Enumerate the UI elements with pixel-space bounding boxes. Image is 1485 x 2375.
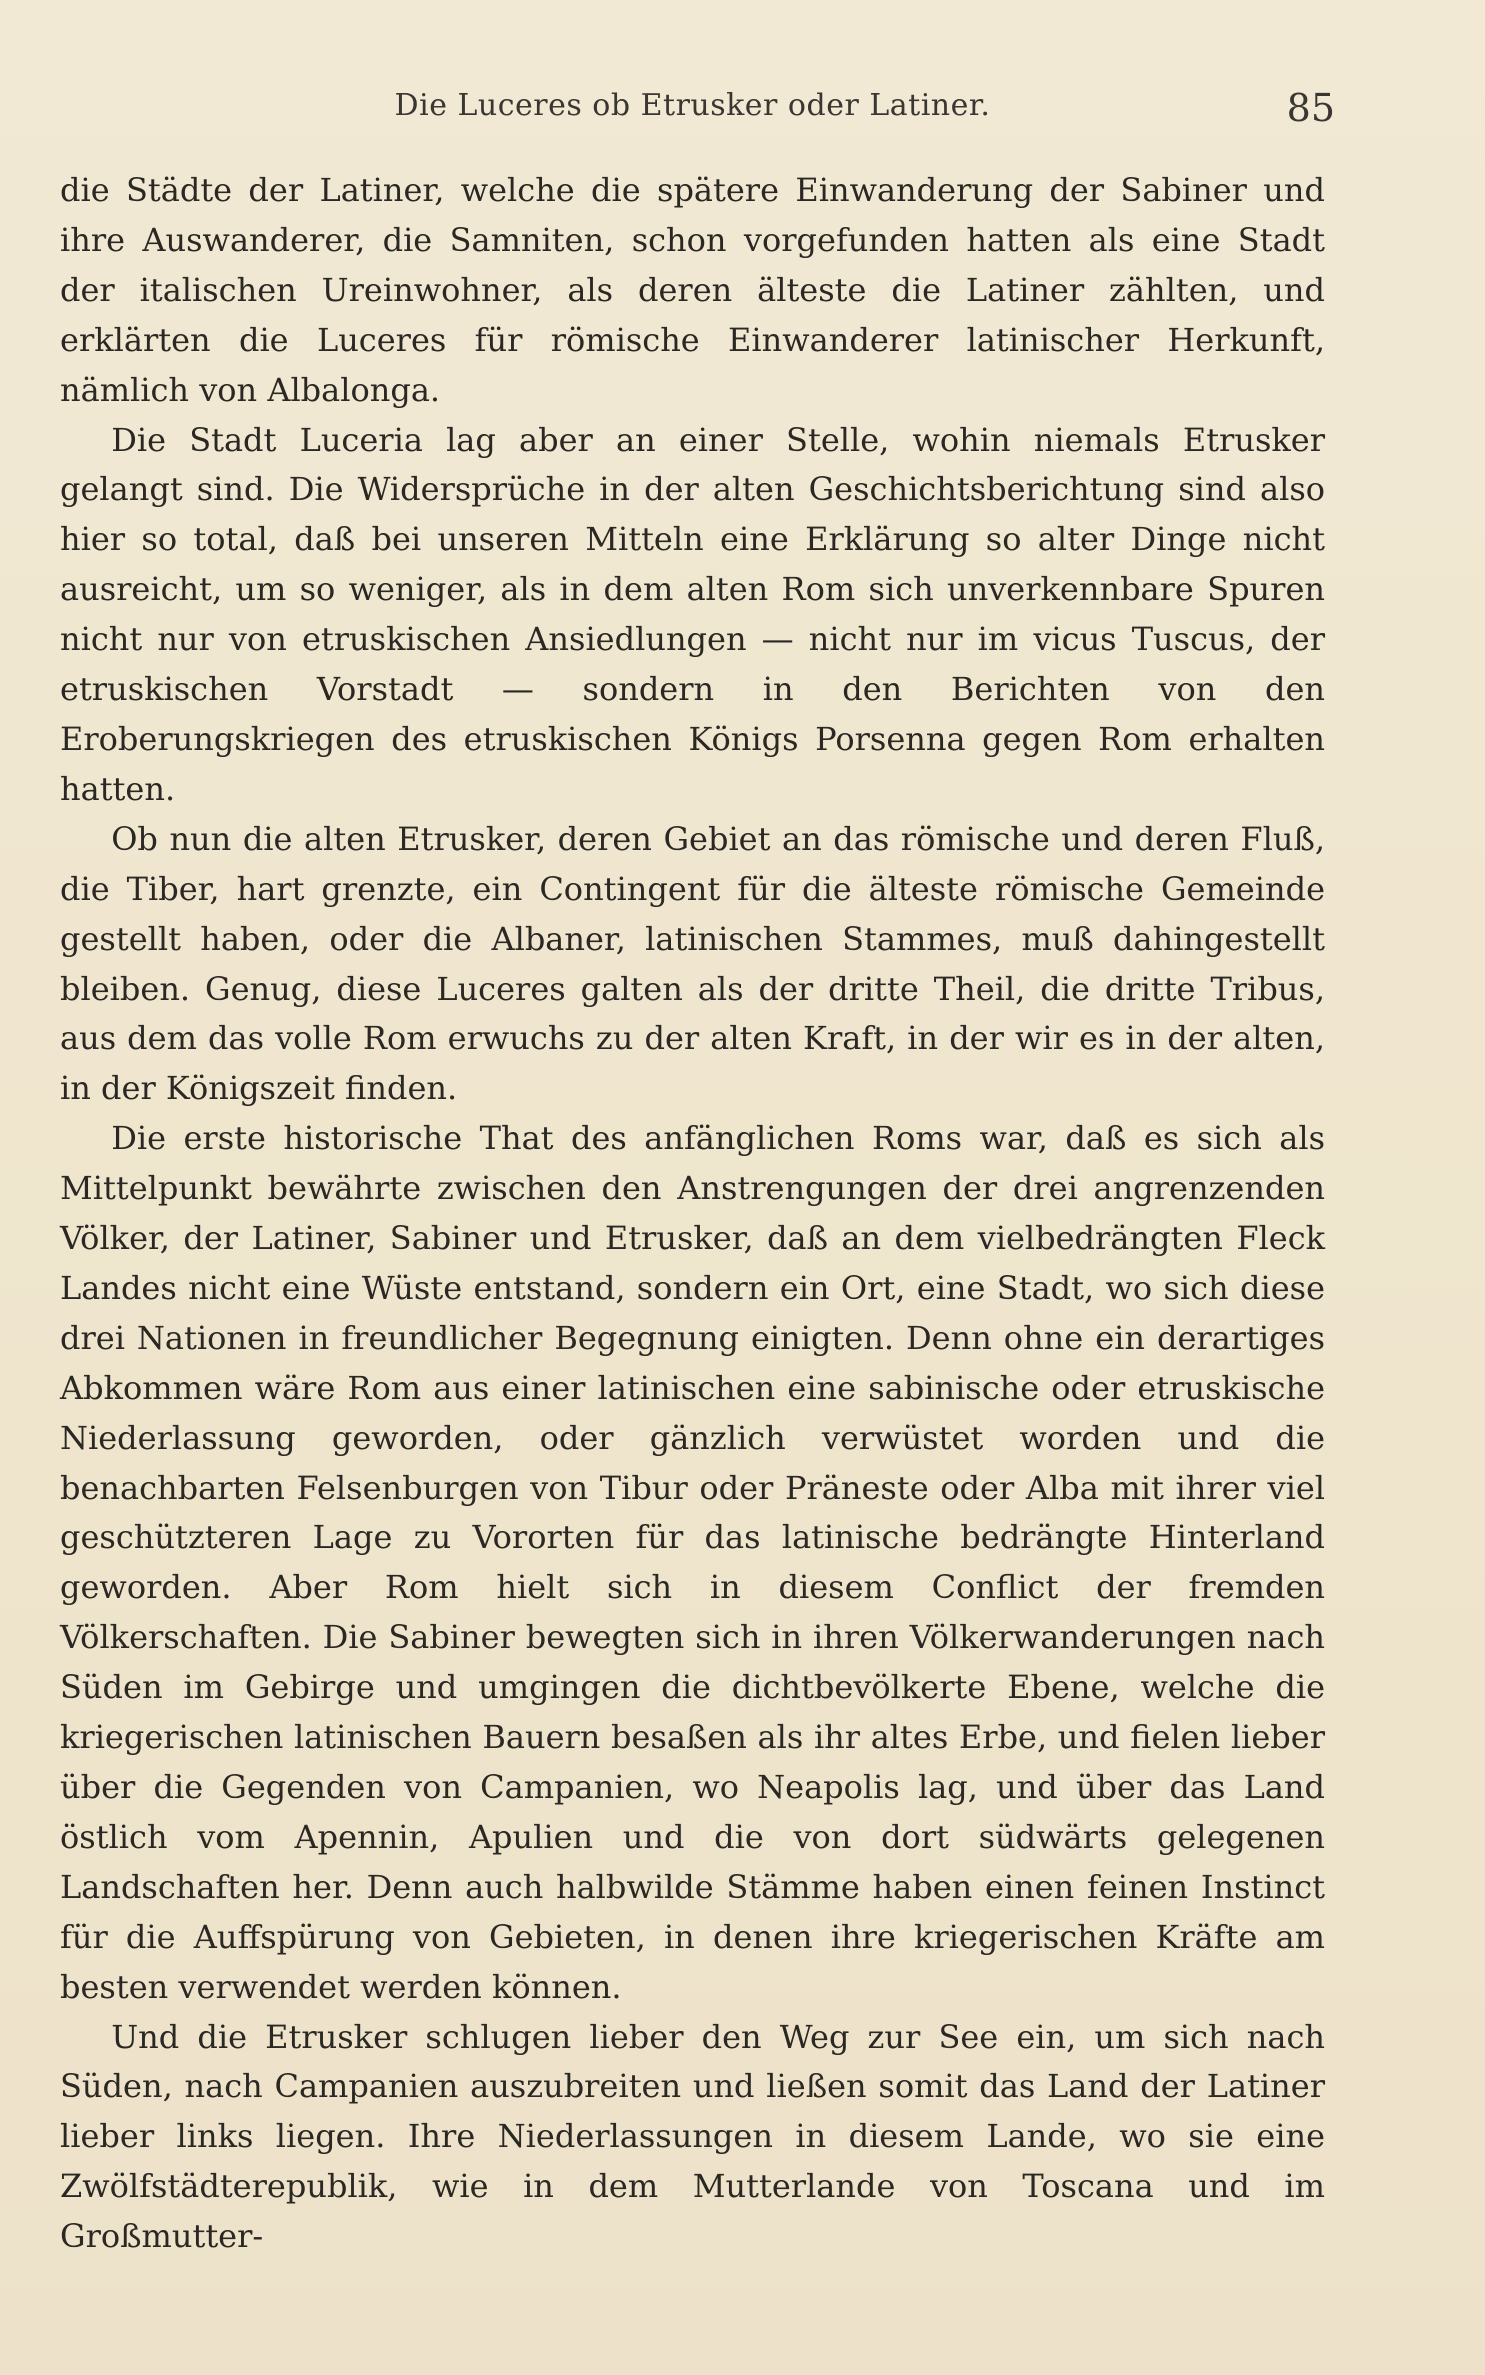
paragraph-2: Die Stadt Luceria lag aber an einer Stelle, wohin niemals Etrusker gelangt sind. Die Widersprüche in der alten Geschichtsberichtung sind also hier so total, daß bei unseren Mitteln eine Erklärung so alter Dinge nicht ausreicht, um so weniger, als in dem alten Rom sich unverkennbare Spuren nicht nur von etruskischen Ansiedlungen — nicht nur im vicus Tuscus, der etruskischen Vorstadt — sondern in den Berichten von den Eroberungskriegen des etruskischen Königs Porsenna gegen Rom erhalten hatten. [60,420,1325,808]
body-text [60,166,1325,2262]
page-number: 85 [1286,86,1335,130]
paragraph-4: Die erste historische That des anfänglichen Roms war, daß es sich als Mittelpunkt bewährte zwischen den Anstrengungen der drei angrenzenden Völker, der Latiner, Sabiner und Etrusker, daß an dem vielbedrängten Fleck Landes nicht eine Wüste entstand, sondern ein Ort, eine Stadt, wo sich diese drei Nationen in freundlicher Begegnung einigten. Denn ohne ein derartiges Abkommen wäre Rom aus einer latinischen eine sabinische oder etruskische Niederlassung geworden, oder gänzlich verwüstet worden und die benachbarten Felsenburgen von Tibur oder Präneste oder Alba mit ihrer viel geschützteren Lage zu Vororten für das latinische bedrängte Hinterland geworden. Aber Rom hielt sich in diesem Conflict der fremden Völkerschaften. Die Sabiner bewegten sich in ihren Völkerwanderungen nach Süden im Gebirge und umgingen die dichtbevölkerte Ebene, welche die kriegerischen latinischen Bauern besaßen als ihr altes Erbe, und fielen lieber über die Gegenden von Campanien, wo Neapolis lag, und über das Land östlich vom Apennin, Apulien und die von dort südwärts gelegenen Landschaften her. Denn auch halbwilde Stämme haben einen feinen Instinct für die Auffspürung von Gebieten, in denen ihre kriegerischen Kräfte am besten verwendet werden können. [60,1119,1325,2006]
running-title: Die Luceres ob Etrusker oder Latiner. [394,88,991,123]
paragraph-5: Und die Etrusker schlugen lieber den Weg zur See ein, um sich nach Süden, nach Campanien auszubreiten und ließen somit das Land der Latiner lieber links liegen. Ihre Niederlassungen in diesem Lande, wo sie eine Zwölfstädterepublik, wie in dem Mutterlande von Toscana und im Großmutter- [60,2017,1325,2256]
running-head [60,86,1335,136]
paragraph-3: Ob nun die alten Etrusker, deren Gebiet an das römische und deren Fluß, die Tiber, hart grenzte, ein Contingent für die älteste römische Gemeinde gestellt haben, oder die Albaner, latinischen Stammes, muß dahingestellt bleiben. Genug, diese Luceres galten als der dritte Theil, die dritte Tribus, aus dem das volle Rom erwuchs zu der alten Kraft, in der wir es in der alten, in der Königszeit finden. [60,819,1325,1108]
paragraph-1: die Städte der Latiner, welche die spätere Einwanderung der Sabiner und ihre Auswanderer, die Samniten, schon vorgefunden hatten als eine Stadt der italischen Ureinwohner, als deren älteste die Latiner zählten, und erklärten die Luceres für römische Einwanderer latinischer Herkunft, nämlich von Albalonga. [60,171,1325,409]
